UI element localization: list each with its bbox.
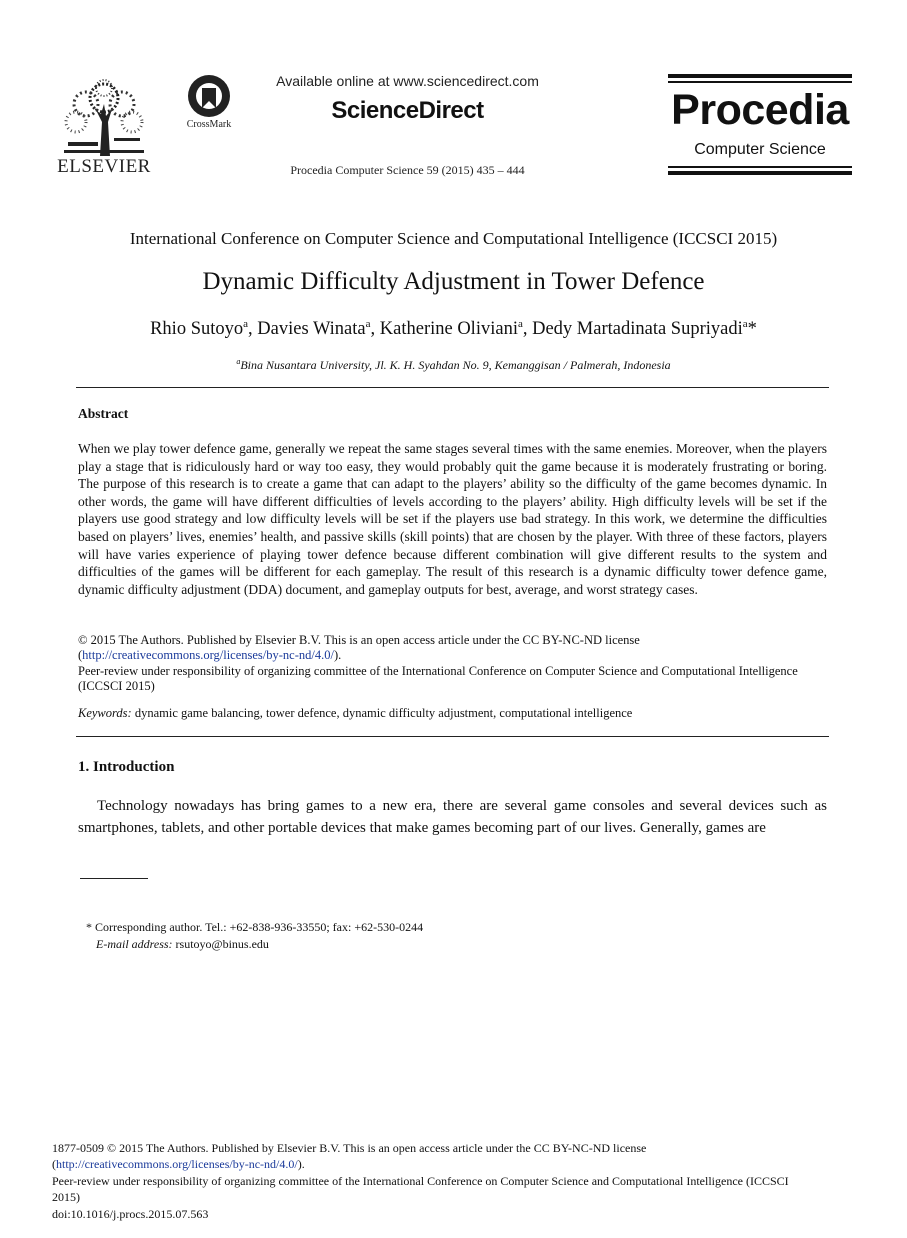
footer-doi[interactable]: doi:10.1016/j.procs.2015.07.563	[52, 1206, 209, 1221]
logo-bar	[668, 74, 852, 78]
paper-title: Dynamic Difficulty Adjustment in Tower Defence	[202, 268, 705, 295]
author-name: Rhio Sutoyo	[150, 319, 244, 340]
affiliation-text: Bina Nusantara University, Jl. K. H. Syahdan No. 9, Kemanggisan / Palmerah, Indonesia	[240, 358, 671, 372]
logo-bar	[668, 166, 852, 168]
keywords-text: dynamic game balancing, tower defence, dynamic difficulty adjustment, computational intelligence	[131, 706, 633, 720]
author-separator: ,	[522, 319, 533, 340]
copyright-text: © 2015 The Authors. Published by Elsevier B.V. This is an open access article under the CC BY-NC-ND license	[78, 633, 640, 647]
abstract-heading: Abstract	[78, 406, 129, 421]
conference-name: International Conference on Computer Science and Computational Intelligence (ICCSCI 2015)	[129, 229, 778, 248]
license-notice	[78, 633, 827, 694]
license-link[interactable]: http://creativecommons.org/licenses/by-nc-nd/4.0/	[82, 648, 334, 663]
footnote-divider	[80, 878, 148, 879]
page-footer	[52, 1140, 812, 1222]
elsevier-logo	[56, 76, 152, 176]
corresponding-author-note: * Corresponding author. Tel.: +62-838-936-33550; fax: +62-530-0244	[86, 920, 424, 934]
footer-copyright: 1877-0509 © 2015 The Authors. Published by Elsevier B.V. This is an open access article under the CC BY-NC-ND license	[52, 1141, 647, 1155]
url-paren: ).	[297, 1157, 305, 1172]
keywords-label: Keywords:	[78, 706, 132, 720]
procedia-subtitle: Computer Science	[694, 141, 826, 158]
crossmark-icon	[187, 74, 231, 118]
author-separator: ,	[248, 319, 258, 340]
logo-bar	[668, 81, 852, 83]
author-affiliation-marker: a	[517, 318, 523, 330]
procedia-logo	[668, 74, 852, 176]
author-separator: ,	[370, 319, 380, 340]
introduction-text: Technology nowadays has bring games to a new era, there are several game consoles and several devices such as smartphones, tablets, and other portable devices that make games becoming part of our lives. Generally, games are	[78, 798, 827, 836]
logo-bar	[668, 171, 852, 175]
author-name: Davies Winata	[257, 319, 366, 340]
introduction-heading: 1. Introduction	[78, 759, 175, 775]
author-name: Dedy Martadinata Supriyadi	[532, 319, 743, 340]
affiliation-marker: a	[236, 357, 241, 366]
author-affiliation-marker: a	[243, 318, 249, 330]
email-address[interactable]: rsutoyo@binus.edu	[172, 937, 269, 951]
crossmark-label: CrossMark	[186, 119, 232, 130]
footer-license-link[interactable]: http://creativecommons.org/licenses/by-nc-nd/4.0/	[56, 1157, 298, 1172]
corresponding-marker: *	[747, 319, 757, 340]
url-paren: (	[52, 1157, 56, 1172]
email-label: E-mail address:	[96, 937, 173, 951]
sciencedirect-logo[interactable]: ScienceDirect	[331, 97, 484, 124]
url-paren: (	[78, 648, 83, 663]
section-divider	[76, 736, 829, 737]
section-divider	[76, 387, 829, 388]
license-url-line	[78, 648, 827, 663]
url-paren: ).	[333, 648, 342, 663]
procedia-title: Procedia	[671, 86, 849, 134]
elsevier-wordmark: ELSEVIER	[57, 156, 151, 177]
footer-license-url-line	[52, 1156, 812, 1172]
journal-reference: Procedia Computer Science 59 (2015) 435 – 444	[290, 163, 525, 177]
available-online: Available online at www.sciencedirect.com	[276, 73, 539, 89]
email-note	[96, 937, 796, 952]
author-list	[40, 318, 867, 340]
keywords	[78, 706, 827, 721]
affiliation	[40, 357, 867, 373]
abstract-text: When we play tower defence game, generally we repeat the same stages several times with the same enemies. Moreover, when the players play a stage that is ridiculously hard or way too easy, they would probably quit the game because it is moderately frustrating or boring. The purpose of this research is to create a game that can adapt to the players’ ability so the difficulty of the game becomes dynamic. In other words, the game will have different difficulties of levels according to the players’ ability. High difficulty levels will be set if the players use good strategy and low difficulty levels will be set if the players use bad strategy. In this work, we determine the difficulties based on players’ lives, enemies’ health, and passive skills (skill points) that are chosen by the player. With three of these factors, players will have varies experience of playing tower defence because different combination will give different results to the system and difficulties of the games will be different for each gameplay. The result of this research is a dynamic difficulty tower defence game, dynamic difficulty adjustment (DDA) document, and gameplay outputs for best, average, and worst strategy cases.	[78, 441, 827, 597]
author-name: Katherine Oliviani	[379, 319, 518, 340]
peer-review-text: Peer-review under responsibility of organizing committee of the International Conference on Computer Science and Computational Intelligence (ICCSCI 2015)	[78, 663, 798, 693]
footer-peer-review: Peer-review under responsibility of organizing committee of the International Conference on Computer Science and Computational Intelligence (ICCSCI 2015)	[52, 1173, 789, 1205]
elsevier-tree-icon	[60, 76, 148, 156]
crossmark-logo[interactable]	[178, 74, 240, 134]
author-affiliation-marker: a	[365, 318, 371, 330]
author-affiliation-marker: a	[742, 318, 748, 330]
